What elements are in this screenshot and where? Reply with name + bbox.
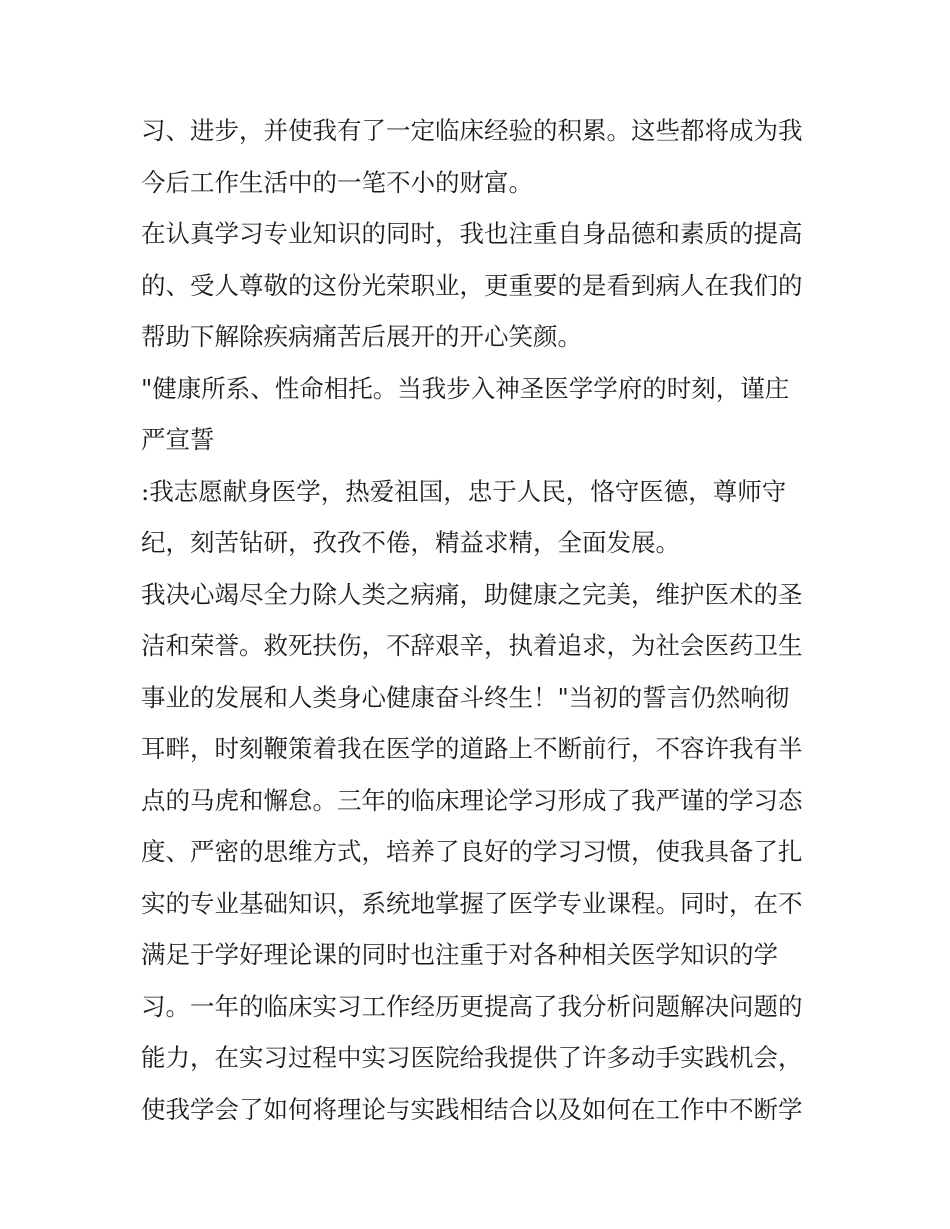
text-line: 纪，刻苦钻研，孜孜不倦，精益求精，全面发展。	[141, 528, 680, 557]
text-line: 帮助下解除疾病痛苦后展开的开心笑颜。	[141, 322, 582, 351]
text-line: "健康所系、性命相托。当我步入神圣医学学府的时刻，谨庄	[141, 373, 790, 403]
text-line: 度、严密的思维方式，培养了良好的学习习惯，使我具备了扎	[141, 837, 803, 866]
text-line: 点的马虎和懈怠。三年的临床理论学习形成了我严谨的学习态	[141, 785, 803, 815]
text-line: 耳畔，时刻鞭策着我在医学的道路上不断前行，不容许我有半	[141, 734, 803, 763]
text-line: 洁和荣誉。救死扶伤，不辞艰辛，执着追求，为社会医药卫生	[141, 631, 803, 660]
text-line: 严宣誓	[141, 425, 215, 454]
body-text	[141, 105, 821, 1135]
text-line: 的、受人尊敬的这份光荣职业，更重要的是看到病人在我们的	[141, 270, 803, 300]
text-line: 今后工作生活中的一笔不小的财富。	[141, 167, 533, 197]
text-line: 习、进步，并使我有了一定临床经验的积累。这些都将成为我	[141, 116, 803, 145]
text-line: 能力，在实习过程中实习医院给我提供了许多动手实践机会，	[141, 1043, 803, 1072]
text-line: 事业的发展和人类身心健康奋斗终生！"当初的誓言仍然响彻	[141, 682, 790, 712]
text-line: 习。一年的临床实习工作经历更提高了我分析问题解决问题的	[141, 991, 803, 1021]
text-line: 我决心竭尽全力除人类之病痛，助健康之完美，维护医术的圣	[141, 579, 803, 609]
text-line: 在认真学习专业知识的同时，我也注重自身品德和素质的提高	[141, 219, 803, 248]
text-line: 实的专业基础知识，系统地掌握了医学专业课程。同时，在不	[141, 888, 803, 918]
text-line: 使我学会了如何将理论与实践相结合以及如何在工作中不断学	[141, 1094, 803, 1124]
text-line: 满足于学好理论课的同时也注重于对各种相关医学知识的学	[141, 940, 778, 969]
text-line: :我志愿献身医学，热爱祖国，忠于人民，恪守医德，尊师守	[141, 476, 787, 506]
